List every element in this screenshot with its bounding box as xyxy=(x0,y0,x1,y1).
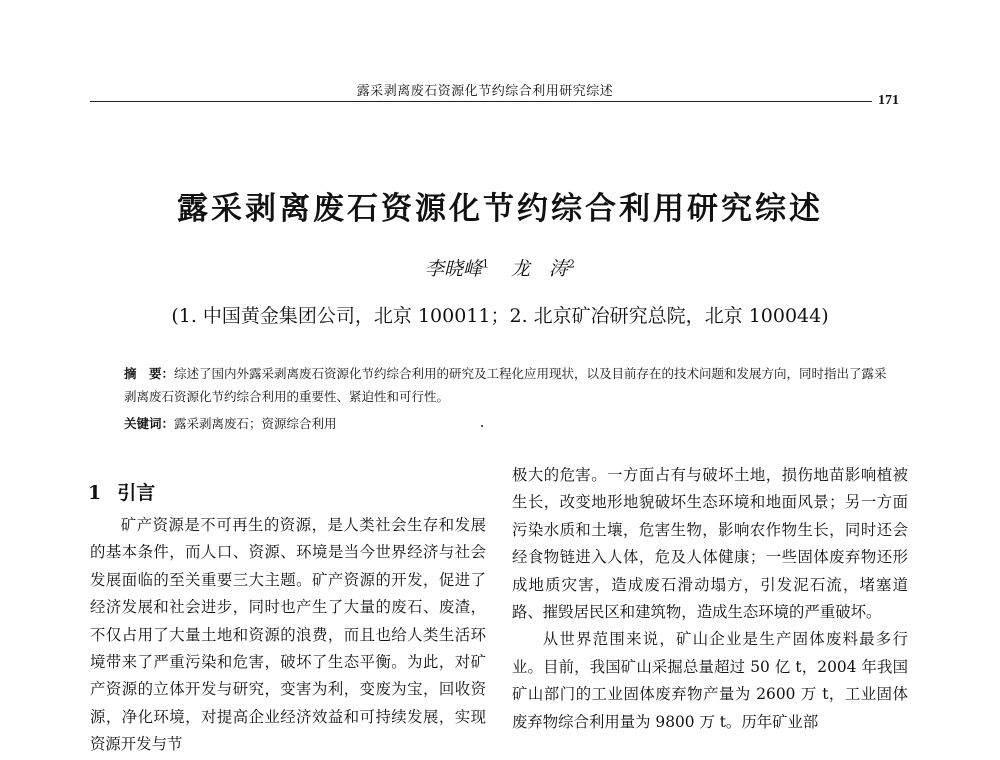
scan-speck xyxy=(481,425,483,427)
author-2-name: 龙 涛 xyxy=(511,258,569,280)
author-1-affiliation-mark: 1 xyxy=(481,257,489,271)
author-1-name: 李晓峰 xyxy=(424,258,482,280)
right-column xyxy=(512,462,908,736)
author-2 xyxy=(511,258,575,280)
paper-title: 露采剥离废石资源化节约综合利用研究综述 xyxy=(177,191,823,227)
keywords-label: 关键词： xyxy=(124,416,175,431)
affiliations: (1. 中国黄金集团公司，北京 100011；2. 北京矿冶研究总院，北京 100044) xyxy=(171,305,829,327)
section-heading xyxy=(88,478,155,505)
left-column xyxy=(90,512,486,759)
author-1 xyxy=(425,258,489,280)
author-2-affiliation-mark: 2 xyxy=(568,257,576,271)
abstract-text: 综述了国内外露采剥离废石资源化节约综合利用的研究及工程化应用现状，以及目前存在的技术问题和发展方向，同时指出了露采剥离废石资源化节约综合利用的重要性、紧迫性和可行性。 xyxy=(124,366,887,404)
keywords xyxy=(124,412,894,435)
page-number: 171 xyxy=(878,93,899,108)
section-number: 1 xyxy=(88,482,102,504)
author-list xyxy=(0,254,1000,281)
header-rule xyxy=(90,101,872,102)
running-header: 露采剥离废石资源化节约综合利用研究综述 xyxy=(356,84,614,99)
body-paragraph: 从世界范围来说，矿山企业是生产固体废料最多行业。目前，我国矿山采掘总量超过 50 亿 t，2004 年我国矿山部门的工业固体废弃物产量为 2600 万 t，工业固体废弃物综合利用量为 9800 万 t。历年矿业部 xyxy=(512,630,908,731)
abstract xyxy=(124,362,894,408)
keywords-text: 露采剥离废石；资源综合利用 xyxy=(174,416,337,431)
section-title: 引言 xyxy=(117,482,156,504)
body-paragraph: 极大的危害。一方面占有与破坏土地，损伤地苗影响植被生长，改变地形地貌破坏生态环境和地面风景；另一方面污染水质和土壤，危害生物，影响农作物生长，同时还会经食物链进入人体，危及人体健康；一些固体废弃物还形成地质灾害，造成废石滑动塌方，引发泥石流，堵塞道路、摧毁居民区和建筑物，造成生态环境的严重破坏。 xyxy=(512,466,908,622)
abstract-label: 摘 要： xyxy=(124,366,175,381)
body-paragraph: 矿产资源是不可再生的资源，是人类社会生存和发展的基本条件，而人口、资源、环境是当今世界经济与社会发展面临的至关重要三大主题。矿产资源的开发，促进了经济发展和社会进步，同时也产生了大量的废石、废渣，不仅占用了大量土地和资源的浪费，而且也给人类生活环境带来了严重污染和危害，破坏了生态平衡。为此，对矿产资源的立体开发与研究，变害为利，变废为宝，回收资源，净化环境，对提高企业经济效益和可持续发展，实现资源开发与节 xyxy=(90,516,486,754)
